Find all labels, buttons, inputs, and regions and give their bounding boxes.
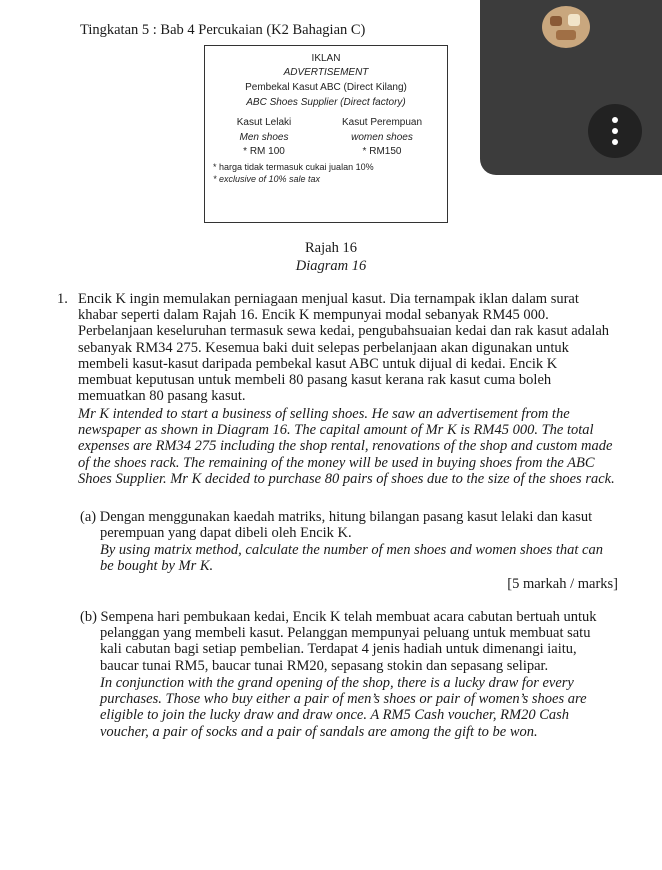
part-a-text-ms [80,509,620,541]
advert-men-price: * RM 100 [243,146,285,157]
part-b-text-ms [80,609,620,674]
part-a-text-en [80,542,620,574]
text-line: kali cabutan bagi setiap pembelian. Terdapat 4 jenis hadiah untuk dimenangi iaitu, [100,641,577,658]
text-line: In conjunction with the grand opening of the shop, there is a lucky draw for every [100,675,574,691]
advert-heading-ms: IKLAN [311,53,341,64]
text-line: khabar seperti dalam Rajah 16. Encik K mempunyai modal sebanyak RM45 000. [78,307,549,324]
diagram-caption-en: Diagram 16 [295,258,367,274]
text-line: By using matrix method, calculate the number of men shoes and women shoes that can [100,542,603,558]
part-b-text-en [80,675,620,740]
more-options-icon [612,117,618,123]
part-a-marks: [5 markah / marks] [507,576,618,592]
diagram-caption-ms: Rajah 16 [305,240,357,256]
text-line: purchases. Those who buy either a pair of men’s shoes or pair of women’s shoes are [100,691,587,708]
text-line: (b) Sempena hari pembukaan kedai, Encik K telah membuat acara cabutan bertuah untuk [80,609,597,625]
text-line: of the shoes rack. The remaining of the money will be used in buying shoes from the ABC [78,454,595,471]
text-line: eligible to join the lucky draw and draw once. A RM5 Cash voucher, RM20 Cash [100,707,570,724]
question-text-ms [78,291,618,404]
text-line: membeli kasut-kasut daripada pembekal kasut ABC untuk dijual di kedai. Encik K [78,355,558,372]
text-line: expenses are RM34 275 including the shop rental, renovations of the shop and custom made [78,438,613,455]
thumbnail-image[interactable] [542,6,590,48]
text-line: newspaper as shown in Diagram 16. The capital amount of Mr K is RM45 000. The total [78,422,594,439]
advertisement-box [204,45,448,223]
text-line: (a) Dengan menggunakan kaedah matriks, hitung bilangan pasang kasut lelaki dan kasut [80,509,593,525]
text-line: pelanggan yang membeli kasut. Pelanggan mempunyai peluang untuk membuat satu [100,625,591,642]
viewer-overlay-panel [480,0,662,175]
advert-men-ms: Kasut Lelaki [236,117,292,128]
text-line: perempuan yang dapat dibeli oleh Encik K. [100,525,352,542]
question-number: 1. [57,291,68,307]
text-line: be bought by Mr K. [100,558,214,575]
text-line: baucar tunai RM5, baucar tunai RM20, sepasang stokin dan sepasang selipar. [100,657,549,674]
advert-women-ms: Kasut Perempuan [341,117,423,128]
question-text-en [78,406,618,487]
text-line: Encik K ingin memulakan perniagaan menjual kasut. Dia ternampak iklan dalam surat [78,291,579,307]
advert-supplier-ms: Pembekal Kasut ABC (Direct Kilang) [245,82,407,93]
text-line: Perbelanjaan keseluruhan termasuk sewa kedai, pengubahsuaian kedai dan rak kasut adalah [78,323,610,340]
advert-supplier-en: ABC Shoes Supplier (Direct factory) [246,97,406,108]
advert-note-en: * exclusive of 10% sale tax [213,174,321,184]
advert-note-ms: * harga tidak termasuk cukai jualan 10% [213,162,374,172]
page-header-title: Tingkatan 5 : Bab 4 Percukaian (K2 Bahagian C) [80,22,366,38]
text-line: sebanyak RM34 275. Kesemua baki duit selepas perbelanjaan akan digunakan untuk [78,339,569,356]
advert-men-en: Men shoes [239,132,289,143]
text-line: voucher, a pair of socks and a pair of sandals are among the gift to be won. [100,723,538,740]
text-line: memuatkan 80 pasang kasut. [78,388,246,405]
text-line: Mr K intended to start a business of selling shoes. He saw an advertisement from the [78,406,570,422]
advert-women-en: women shoes [351,132,413,143]
more-options-button[interactable] [588,104,642,158]
advert-women-price: * RM150 [362,146,402,157]
text-line: membuat keputusan untuk membeli 80 pasang kasut kerana rak kasut cuma boleh [78,372,552,389]
advert-heading-en: ADVERTISEMENT [283,67,369,78]
text-line: Shoes Supplier. Mr K decided to purchase 80 pairs of shoes due to the size of the shoes rack. [78,470,615,487]
